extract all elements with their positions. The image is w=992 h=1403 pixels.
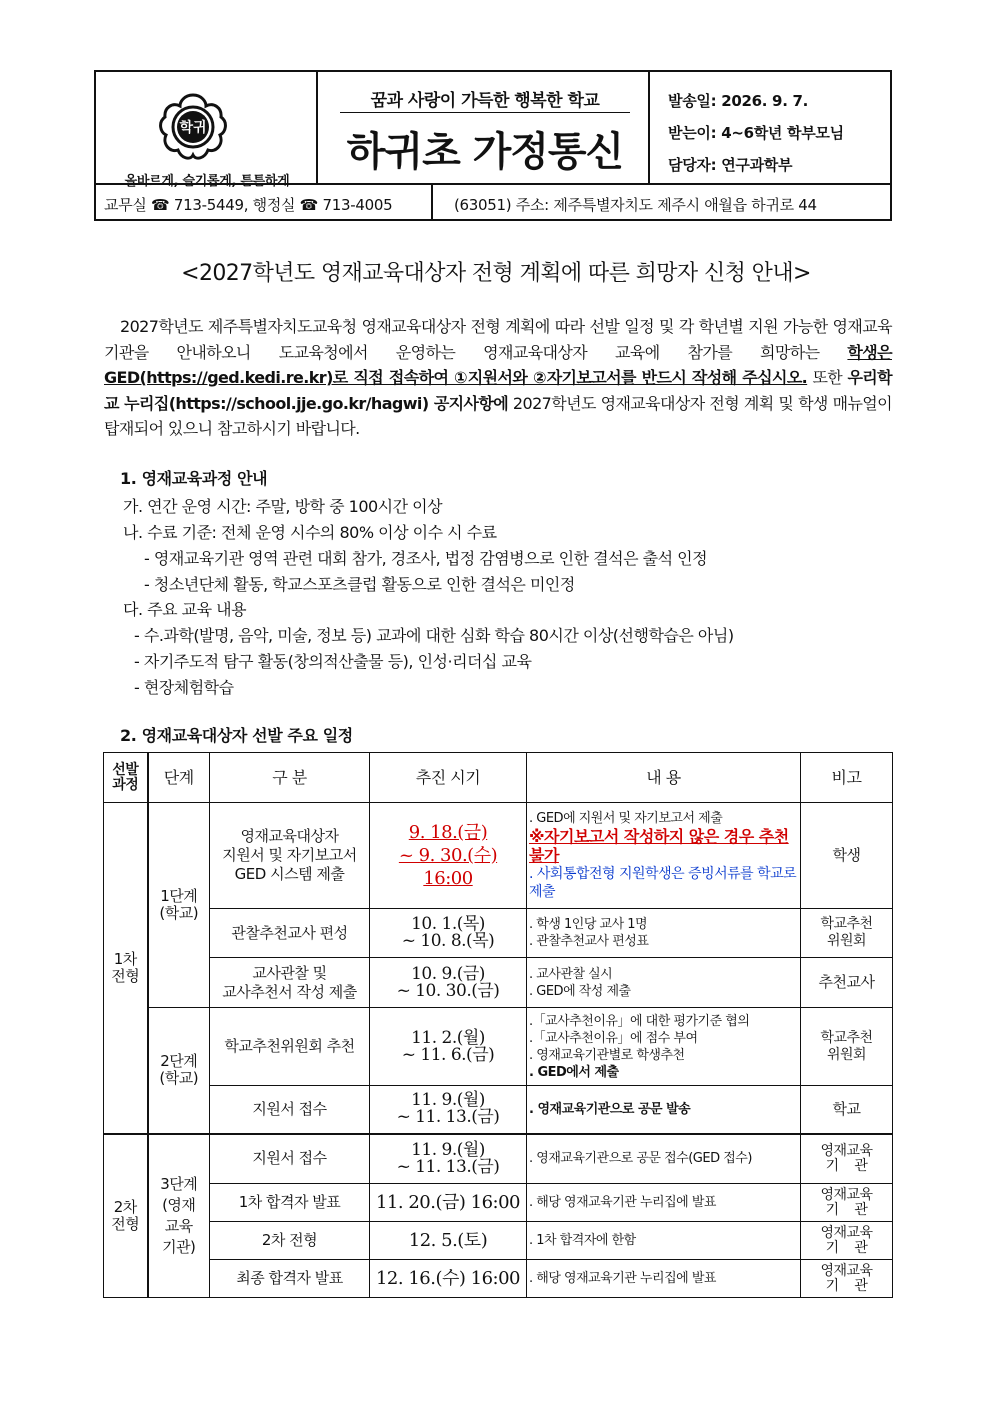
section1-line: 가. 연간 운영 시간: 주말, 방학 중 100시간 이상 <box>123 497 443 516</box>
table-header-row <box>104 753 893 803</box>
item-cell: 관찰추천교사 편성 <box>210 909 370 958</box>
content-cell: . 영재교육기관으로 공문 접수(GED 접수) <box>527 1134 801 1184</box>
table-row <box>104 1184 893 1222</box>
stage-cell: 1단계 (학교) <box>148 803 210 1008</box>
note-cell: 영재교육 기 관 <box>801 1260 893 1298</box>
content-cell: . 해당 영재교육기관 누리집에 발표 <box>527 1184 801 1222</box>
stage-cell: 2단계 (학교) <box>148 1008 210 1134</box>
recipient: 받는이: 4~6학년 학부모님 <box>668 124 844 142</box>
note-cell: 영재교육 기 관 <box>801 1222 893 1260</box>
section1-line: 다. 주요 교육 내용 <box>123 600 247 619</box>
item-cell: 교사관찰 및 교사추천서 작성 제출 <box>210 958 370 1008</box>
header-cell: 단계 <box>148 753 210 803</box>
item-cell: 영재교육대상자 지원서 및 자기보고서 GED 시스템 제출 <box>210 803 370 909</box>
round-cell: 2차 전형 <box>104 1134 148 1298</box>
newsletter-title: 하귀초 가정통신 <box>346 129 624 175</box>
notice-title: <2027학년도 영재교육대상자 전형 계획에 따른 희망자 신청 안내> <box>181 261 811 286</box>
date-cell: 11. 9.(월) ~ 11. 13.(금) <box>370 1134 527 1184</box>
date-cell: 12. 16.(수) 16:00 <box>370 1260 527 1298</box>
manager: 담당자: 연구과학부 <box>668 156 793 174</box>
content-cell: . 1차 합격자에 한함 <box>527 1222 801 1260</box>
note-cell: 영재교육 기 관 <box>801 1134 893 1184</box>
school-address: (63051) 주소: 제주특별자치도 제주시 애월읍 하귀로 44 <box>454 196 817 214</box>
table-row <box>104 803 893 909</box>
item-cell: 학교추천위원회 추천 <box>210 1008 370 1086</box>
content-cell: .「교사추천이유」에 대한 평가기준 협의 .「교사추천이유」에 점수 부여 . 영재교육기관별로 학생추천 . GED에서 제출 <box>527 1008 801 1086</box>
table-row <box>104 909 893 958</box>
stage-cell: 3단계 (영재 교육 기관) <box>148 1134 210 1298</box>
header-cell: 비고 <box>801 753 893 803</box>
social-integration-note: . 사회통합전형 지원학생은 증빙서류를 학교로 제출 <box>529 866 797 900</box>
note-cell: 학교 <box>801 1086 893 1134</box>
item-cell: 2차 전형 <box>210 1222 370 1260</box>
date-cell: 11. 9.(월) ~ 11. 13.(금) <box>370 1086 527 1134</box>
warning-text: ※자기보고서 작성하지 않은 경우 추천 불가 <box>529 827 789 865</box>
content-cell: . 학생 1인당 교사 1명 . 관찰추천교사 편성표 <box>527 909 801 958</box>
item-cell: 지원서 접수 <box>210 1134 370 1184</box>
schedule-table <box>103 752 893 1298</box>
header-cell: 선발과정 <box>104 753 148 803</box>
note-cell: 학생 <box>801 803 893 909</box>
school-motto: 올바르게, 슬기롭게, 튼튼하게 <box>124 174 290 189</box>
date-cell: 10. 1.(목) ~ 10. 8.(목) <box>370 909 527 958</box>
table-row <box>104 1222 893 1260</box>
item-cell: 최종 합격자 발표 <box>210 1260 370 1298</box>
school-website-notice: 우리학교 누리집(https://school.jje.go.kr/hagwi) 공지사항에 <box>104 368 893 413</box>
content-cell: . 영재교육기관으로 공문 발송 <box>527 1086 801 1134</box>
section1-line: - 영재교육기관 영역 관련 대회 참가, 경조사, 법정 감염병으로 인한 결석은 출석 인정 <box>144 549 708 568</box>
issue-date: 발송일: 2026. 9. 7. <box>668 92 809 110</box>
section1-line: 나. 수료 기준: 전체 운영 시수의 80% 이상 이수 시 수료 <box>123 523 497 542</box>
date-cell: 9. 18.(금) ~ 9. 30.(수) 16:00 <box>370 803 527 909</box>
content-cell: . GED에 지원서 및 자기보고서 제출 ※자기보고서 작성하지 않은 경우 추천 불가 . 사회통합전형 지원학생은 증빙서류를 학교로 제출 <box>527 803 801 909</box>
intro-paragraph: 2027학년도 제주특별자치도교육청 영재교육대상자 전형 계획에 따라 선발 일정 및 각 학년별 지원 가능한 영재교육기관을 안내하오니 도교육청에서 운영하는 영재교육대상자 교육에 참가를 희망하는 학생은 GED(https://ged.kedi.re.kr)로 직접 접속하여 ①지원서와 ②자기보고서를 반드시 작성해 주십시오. 또한 우리학교 누리집(https://school.jje.go.kr/hagwi) 공지사항에 2027학년도 영재교육대상자 전형 계획 및 학생 매뉴얼이 탑재되어 있으니 참고하시기 바랍니다. <box>104 317 893 438</box>
content-cell: . 교사관찰 실시 . GED에 작성 제출 <box>527 958 801 1008</box>
section1-title: 1. 영재교육과정 안내 <box>120 469 268 488</box>
table-row <box>104 1008 893 1086</box>
table-row <box>104 1086 893 1134</box>
date-cell: 11. 2.(월) ~ 11. 6.(금) <box>370 1008 527 1086</box>
note-cell: 학교추천 위원회 <box>801 909 893 958</box>
content-cell: . 해당 영재교육기관 누리집에 발표 <box>527 1260 801 1298</box>
letterhead <box>94 70 892 221</box>
header-cell: 추진 시기 <box>370 753 527 803</box>
date-cell: 12. 5.(토) <box>370 1222 527 1260</box>
table-row <box>104 1134 893 1184</box>
table-row <box>104 958 893 1008</box>
section1-line: - 청소년단체 활동, 학교스포츠클럽 활동으로 인한 결석은 미인정 <box>144 575 575 594</box>
ged-instruction: 학생은 GED(https://ged.kedi.re.kr)로 직접 접속하여 ①지원서와 ②자기보고서를 반드시 작성해 주십시오. <box>104 342 892 387</box>
section1-line: - 현장체험학습 <box>134 678 234 697</box>
round-cell: 1차 전형 <box>104 803 148 1134</box>
section2-title: 2. 영재교육대상자 선발 주요 일정 <box>120 726 353 745</box>
header-cell: 구 분 <box>210 753 370 803</box>
phone-numbers: 교무실 ☎ 713-5449, 행정실 ☎ 713-4005 <box>104 196 393 214</box>
section1-line: - 수.과학(발명, 음악, 미술, 정보 등) 교과에 대한 심화 학습 80시간 이상(선행학습은 아님) <box>134 626 734 645</box>
item-cell: 지원서 접수 <box>210 1086 370 1134</box>
table-row <box>104 1260 893 1298</box>
date-cell: 11. 20.(금) 16:00 <box>370 1184 527 1222</box>
note-cell: 영재교육 기 관 <box>801 1184 893 1222</box>
school-emblem-icon <box>158 92 228 162</box>
item-cell: 1차 합격자 발표 <box>210 1184 370 1222</box>
svg-text:학귀: 학귀 <box>179 120 207 136</box>
note-cell: 학교추천 위원회 <box>801 1008 893 1086</box>
school-slogan: 꿈과 사랑이 가득한 행복한 학교 <box>370 91 600 111</box>
note-cell: 추천교사 <box>801 958 893 1008</box>
section1-line: - 자기주도적 탐구 활동(창의적산출물 등), 인성·리더십 교육 <box>134 652 532 671</box>
header-cell: 내 용 <box>527 753 801 803</box>
date-cell: 10. 9.(금) ~ 10. 30.(금) <box>370 958 527 1008</box>
